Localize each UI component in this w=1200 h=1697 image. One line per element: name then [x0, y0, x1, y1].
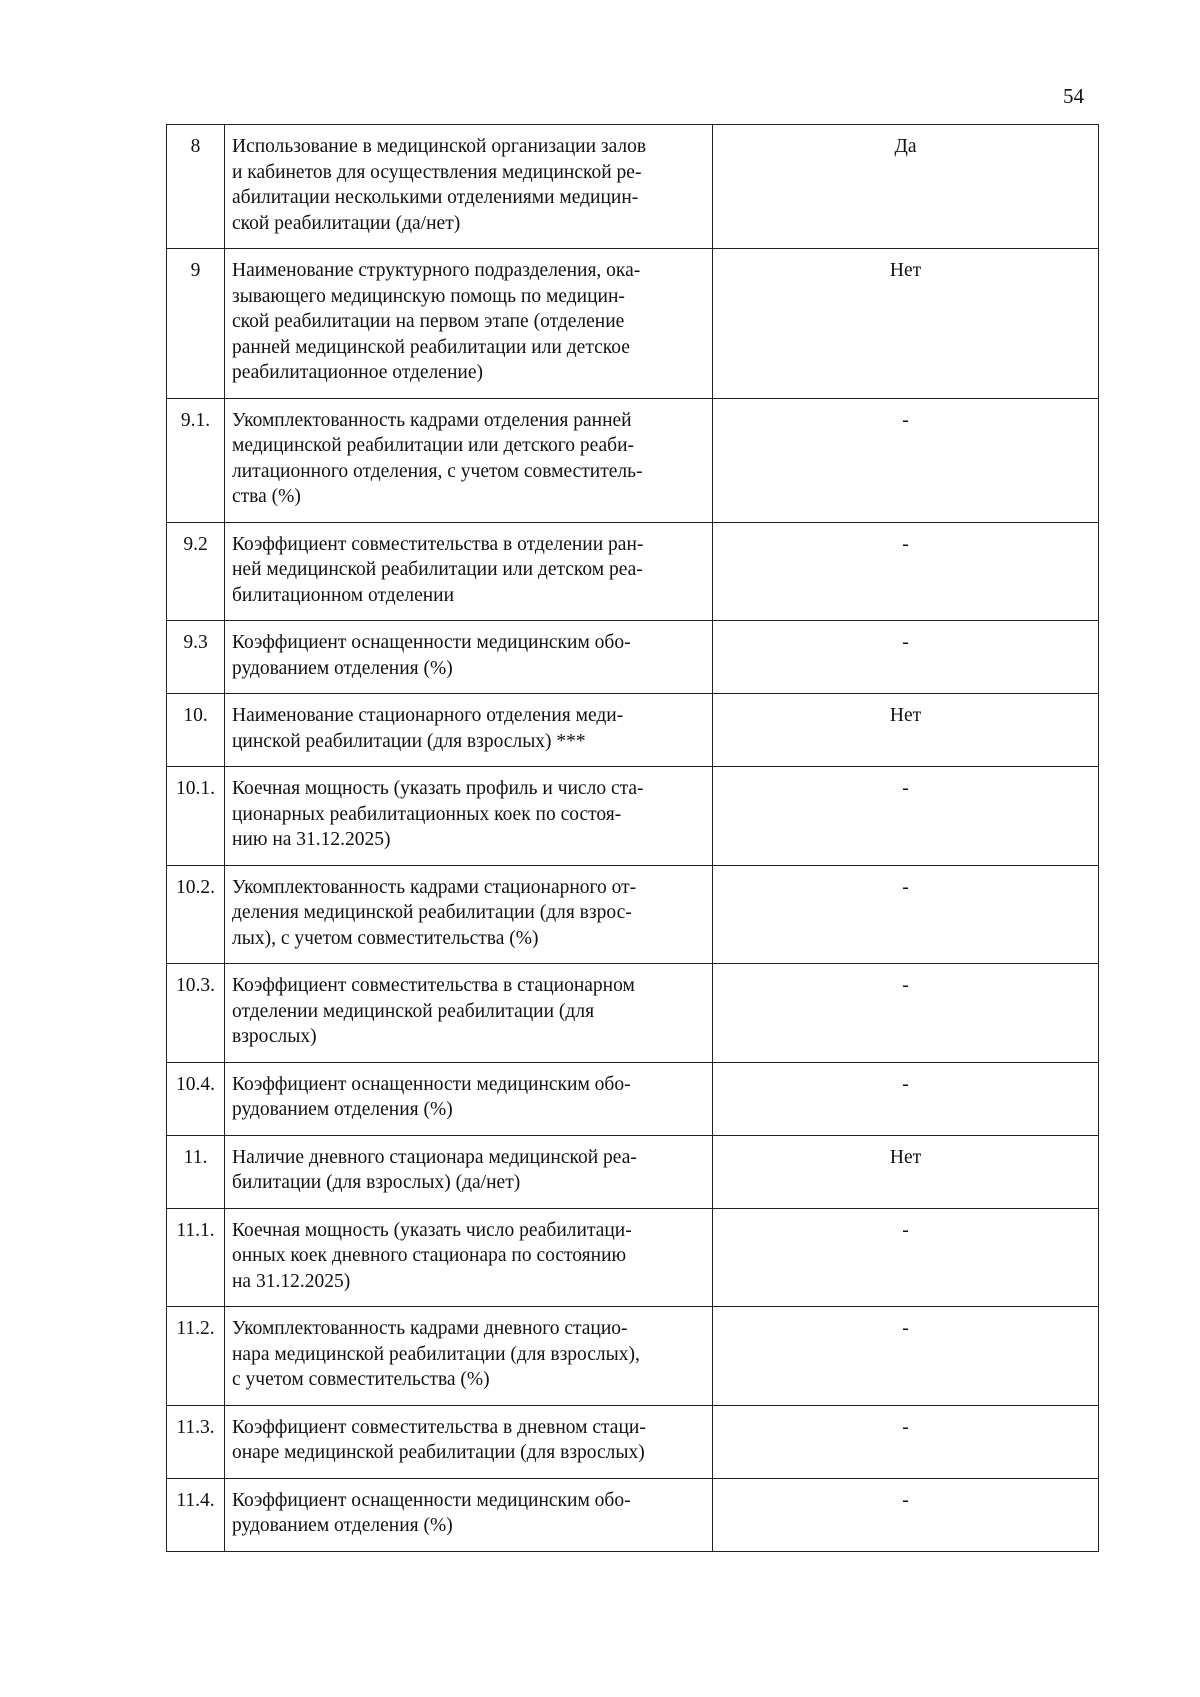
description-line: ционарных реабилитационных коек по состоя-	[232, 803, 622, 825]
table-row	[167, 767, 1099, 866]
description-line: литационного отделения, с учетом совместитель-	[232, 460, 643, 482]
description-line: ства (%)	[232, 486, 301, 507]
description-line: Коэффициент оснащенности медицинским обо-	[232, 632, 631, 653]
description-line: абилитации несколькими отделениями медицин-	[232, 187, 639, 208]
indicator-description	[225, 1405, 713, 1478]
description-line: деления медицинской реабилитации (для взрос-	[232, 902, 632, 923]
description-line: Использование в медицинской организации залов	[232, 136, 647, 157]
row-number: 11.1.	[167, 1208, 225, 1307]
description-line: зывающего медицинскую помощь по медицин-	[232, 285, 625, 307]
table-row	[167, 125, 1099, 249]
indicator-description	[225, 249, 713, 399]
row-number: 10.3.	[167, 964, 225, 1063]
description-line: взрослых)	[232, 1026, 317, 1047]
row-number: 11.	[167, 1135, 225, 1208]
indicators-table	[166, 124, 1099, 1552]
indicator-description	[225, 1062, 713, 1135]
indicator-value: -	[713, 1062, 1099, 1135]
row-number: 9	[167, 249, 225, 399]
description-line: нию на 31.12.2025)	[232, 829, 391, 850]
table-row	[167, 249, 1099, 399]
description-line: на 31.12.2025)	[232, 1270, 351, 1292]
table-row	[167, 1405, 1099, 1478]
description-line: Укомплектованность кадрами отделения ранней	[232, 409, 632, 431]
indicator-description	[225, 621, 713, 694]
description-line: отделении медицинской реабилитации (для	[232, 1000, 595, 1022]
indicator-description	[225, 1135, 713, 1208]
row-number: 10.	[167, 694, 225, 767]
description-line: Коэффициент совместительства в отделении ран-	[232, 533, 644, 555]
indicator-value: -	[713, 964, 1099, 1063]
description-line: рудованием отделения (%)	[232, 1515, 453, 1536]
description-line: Коэффициент оснащенности медицинским обо-	[232, 1073, 631, 1095]
row-number: 10.2.	[167, 865, 225, 964]
table-row	[167, 964, 1099, 1063]
description-line: Укомплектованность кадрами дневного стацио-	[232, 1318, 628, 1339]
table-row	[167, 1208, 1099, 1307]
description-line: Наличие дневного стационара медицинской реа-	[232, 1146, 637, 1168]
table-row	[167, 398, 1099, 522]
table-row	[167, 522, 1099, 621]
description-line: нара медицинской реабилитации (для взрослых),	[232, 1343, 640, 1365]
description-line: Коэффициент совместительства в дневном стаци-	[232, 1416, 646, 1438]
table-row	[167, 1135, 1099, 1208]
description-line: онаре медицинской реабилитации (для взрослых)	[232, 1442, 645, 1463]
indicator-description	[225, 964, 713, 1063]
description-line: с учетом совместительства (%)	[232, 1369, 490, 1390]
indicator-description	[225, 522, 713, 621]
description-line: Коечная мощность (указать число реабилитаци-	[232, 1219, 632, 1241]
indicator-value: -	[713, 1405, 1099, 1478]
description-line: ской реабилитации (да/нет)	[232, 212, 461, 234]
indicator-description	[225, 1478, 713, 1551]
row-number: 11.3.	[167, 1405, 225, 1478]
indicator-value: Нет	[713, 1135, 1099, 1208]
description-line: рудованием отделения (%)	[232, 1099, 453, 1120]
indicator-description	[225, 1307, 713, 1406]
description-line: Наименование структурного подразделения, ока-	[232, 260, 641, 281]
indicator-description	[225, 398, 713, 522]
indicator-value: -	[713, 621, 1099, 694]
description-line: рудованием отделения (%)	[232, 657, 453, 679]
indicator-description	[225, 125, 713, 249]
indicators-table-body	[167, 125, 1099, 1552]
description-line: ней медицинской реабилитации или детском реа-	[232, 559, 643, 580]
page-number: 54	[1063, 84, 1084, 108]
indicator-value: -	[713, 1208, 1099, 1307]
table-row	[167, 865, 1099, 964]
description-line: лых), с учетом совместительства (%)	[232, 927, 539, 949]
row-number: 9.3	[167, 621, 225, 694]
description-line: реабилитационное отделение)	[232, 362, 483, 383]
description-line: медицинской реабилитации или детского реаби-	[232, 435, 635, 456]
table-row	[167, 1307, 1099, 1406]
indicator-value: Нет	[713, 249, 1099, 399]
indicator-description	[225, 767, 713, 866]
indicator-value: -	[713, 1307, 1099, 1406]
indicator-value: -	[713, 865, 1099, 964]
indicator-value: -	[713, 398, 1099, 522]
row-number: 9.2	[167, 522, 225, 621]
indicator-value: -	[713, 767, 1099, 866]
row-number: 11.2.	[167, 1307, 225, 1406]
indicator-description	[225, 1208, 713, 1307]
row-number: 9.1.	[167, 398, 225, 522]
row-number: 10.4.	[167, 1062, 225, 1135]
indicator-value: -	[713, 1478, 1099, 1551]
table-row	[167, 1478, 1099, 1551]
indicator-description	[225, 694, 713, 767]
row-number: 10.1.	[167, 767, 225, 866]
description-line: Коэффициент совместительства в стационарном	[232, 975, 635, 996]
indicator-description	[225, 865, 713, 964]
indicator-value: Да	[713, 125, 1099, 249]
table-row	[167, 694, 1099, 767]
description-line: и кабинетов для осуществления медицинской ре-	[232, 161, 642, 183]
row-number: 11.4.	[167, 1478, 225, 1551]
table-row	[167, 1062, 1099, 1135]
description-line: билитационном отделении	[232, 584, 455, 606]
indicator-value: -	[713, 522, 1099, 621]
row-number: 8	[167, 125, 225, 249]
description-line: цинской реабилитации (для взрослых) ***	[232, 730, 586, 752]
description-line: Коэффициент оснащенности медицинским обо-	[232, 1489, 631, 1511]
description-line: ской реабилитации на первом этапе (отделение	[232, 311, 625, 332]
description-line: онных коек дневного стационара по состоянию	[232, 1245, 627, 1266]
indicator-value: Нет	[713, 694, 1099, 767]
description-line: Коечная мощность (указать профиль и число ста-	[232, 778, 644, 799]
table-row	[167, 621, 1099, 694]
description-line: Наименование стационарного отделения меди-	[232, 705, 624, 726]
description-line: ранней медицинской реабилитации или детское	[232, 336, 630, 358]
description-line: Укомплектованность кадрами стационарного от-	[232, 876, 637, 898]
description-line: билитации (для взрослых) (да/нет)	[232, 1172, 521, 1193]
